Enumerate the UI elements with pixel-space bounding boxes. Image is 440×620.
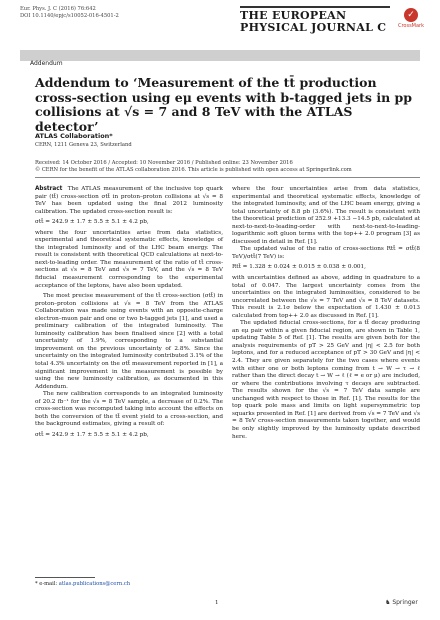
springer-icon: ♞ bbox=[385, 599, 391, 606]
journal-name-line1: THE EUROPEAN bbox=[240, 9, 347, 22]
equation-xsec-2: σtt̄ = 242.9 ± 1.7 ± 5.5 ± 5.1 ± 4.2 pb, bbox=[35, 431, 149, 438]
page-number: 1 bbox=[215, 600, 219, 606]
equation-xsec: σtt̄ = 242.9 ± 1.7 ± 5.5 ± 5.1 ± 4.2 pb, bbox=[35, 219, 149, 226]
section-bar-label: Addendum bbox=[30, 60, 63, 67]
crossmark-icon: ✓ bbox=[404, 8, 418, 22]
crossmark-badge[interactable] bbox=[392, 8, 430, 29]
affiliation: CERN, 1211 Geneva 23, Switzerland bbox=[35, 142, 132, 148]
journal-reference bbox=[20, 6, 119, 20]
equation-ratio: Rtt̄ = 1.328 ± 0.024 ± 0.015 ± 0.038 ± 0.001, bbox=[232, 264, 366, 271]
publisher-name: Springer bbox=[392, 599, 418, 606]
footnote-rule bbox=[35, 577, 95, 578]
license-line: © CERN for the benefit of the ATLAS collaboration 2016. This article is published with open access at Springerlink.com bbox=[35, 167, 352, 173]
journal-logo bbox=[240, 6, 390, 34]
abstract-text: The ATLAS measurement of the inclusive top quark pair (tt̄) cross-section σtt̄ in proton–proton collisions at √s = 8 TeV has been updated using the final 2012 luminosity calibration. The updated cross-section result is: bbox=[35, 186, 223, 215]
abstract-paragraph bbox=[35, 186, 223, 216]
email-link[interactable]: atlas.publications@cern.ch bbox=[58, 581, 131, 587]
body-paragraph: The most precise measurement of the tt̄ cross-section (σtt̄) in proton–proton collisions at √s = 8 TeV from the ATLAS Collaboration was made using events with an opposite-charge electron–muon pair and one or two b-tagged jets [1], and used a preliminary calibration of the integrated luminosity. The luminosity calibration has been finalised since [2] with a total uncertainty of 1.9%, corresponding to a substantial improvement on the previous uncertainty of 2.8%. Since the uncertainty on the integrated luminosity contributed 3.1% of the total 4.3% uncertainty on the σtt̄ measurement reported in [1], a significant improvement in the measurement is possible by using the new luminosity calibration, as documented in this Addendum. bbox=[35, 293, 223, 390]
authors: ATLAS Collaboration* bbox=[35, 132, 113, 140]
journal-name-line2: PHYSICAL JOURNAL C bbox=[240, 21, 387, 34]
body-paragraph: where the four uncertainties arise from data statistics, experimental and theoretical systematic effects, knowledge of the integrated luminosity, and of the LHC beam energy, giving a total uncertainty of 8.8 pb (3.6%). The result is consistent with the theoretical prediction of 252.9 +13.3 −14.5 pb, calculated at next-to-next-to-leading-order with next-to-next-to-leading-logarithmic soft gluon terms with the top++ 2.0 program [3] as discussed in detail in Ref. [1]. bbox=[232, 186, 420, 245]
journal-logo-rule bbox=[240, 6, 390, 8]
doi-line: DOI 10.1140/epjc/s10052-016-4501-2 bbox=[20, 13, 119, 19]
footnote bbox=[35, 581, 130, 587]
crossmark-label: CrossMark bbox=[397, 23, 425, 29]
article-title: Addendum to ‘Measurement of the tt̄ production cross-section using eμ events with b-tagged jets in pp collisions at √s = 7 and 8 TeV with the ATLAS detector’ bbox=[35, 75, 412, 134]
section-bar bbox=[20, 50, 420, 67]
right-column bbox=[232, 186, 420, 441]
abstract-label: Abstract bbox=[35, 186, 63, 192]
publication-info bbox=[35, 160, 352, 174]
publisher-logo bbox=[385, 599, 418, 606]
divider bbox=[35, 177, 420, 178]
journal-ref-line: Eur. Phys. J. C (2016) 76:642 bbox=[20, 6, 96, 12]
body-paragraph: The updated fiducial cross-sections, for a tt̄ decay producing an eμ pair within a given fiducial region, are shown in Table 1, updating Table 5 of Ref. [1]. The results are given both for the analysis requirements of pT > 25 GeV and |η| < 2.5 for both leptons, and for a reduced acceptance of pT > 30 GeV and |η| < 2.4. They are given separately for the two cases where events with either one or both leptons coming from t → W → τ → ℓ rather than the direct decay t → W → ℓ (ℓ = e or μ) are included, or where the contributions involving τ decays are subtracted. The results shown for the √s = 7 TeV data sample are unchanged with respect to those in Ref. [1]. The results for the top quark pole mass and limits on light supersymmetric top squarks presented in Ref. [1] are derived from √s = 7 TeV and √s = 8 TeV cross-section measurements taken together, and would be only slightly improved by the luminosity update described here. bbox=[232, 320, 420, 440]
body-paragraph: The new calibration corresponds to an integrated luminosity of 20.2 fb⁻¹ for the √s = 8 TeV sample, a decrease of 0.2%. The cross-section was recomputed taking into account the effects on both the conversion of the tt̄ event yield to a cross-section, and the background estimates, giving a result of: bbox=[35, 391, 223, 428]
body-paragraph: The updated value of the ratio of cross-sections Rtt̄ = σtt̄(8 TeV)/σtt̄(7 TeV) is: bbox=[232, 246, 420, 260]
left-column bbox=[35, 186, 223, 443]
dates-line: Received: 14 October 2016 / Accepted: 10 November 2016 / Published online: 23 November 2016 bbox=[35, 160, 293, 166]
footnote-label: * e-mail: bbox=[35, 581, 59, 587]
abstract-continued: where the four uncertainties arise from data statistics, experimental and theoretical systematic effects, knowledge of the integrated luminosity and of the LHC beam energy. The result is consistent with theoretical QCD calculations at next-to-next-to-leading order. The measurement of the ratio of tt̄ cross-sections at √s = 8 TeV and √s = 7 TeV, and the √s = 8 TeV fiducial measurement corresponding to the experimental acceptance of the leptons, have also been updated. bbox=[35, 229, 223, 289]
body-paragraph: with uncertainties defined as above, adding in quadrature to a total of 0.047. The largest uncertainty comes from the uncertainties on the integrated luminosities, considered to be uncorrelated between the √s = 7 TeV and √s = 8 TeV datasets. This result is 2.1σ below the expectation of 1.430 ± 0.013 calculated from top++ 2.0 as discussed in Ref. [1]. bbox=[232, 275, 420, 319]
